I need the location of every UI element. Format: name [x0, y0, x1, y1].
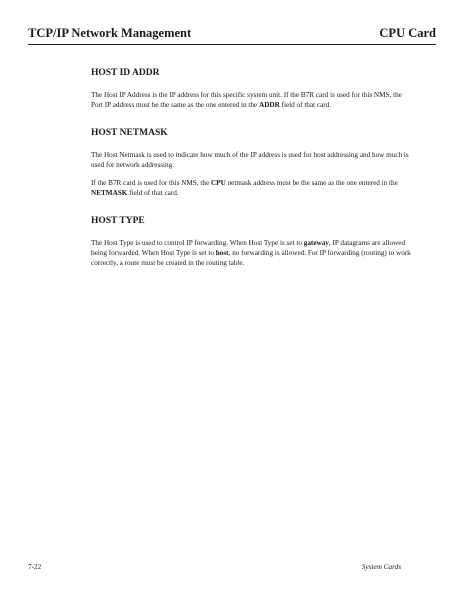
text-run: The Host IP Address is the IP address for this specific system unit. If the B7R card is used for this NMS, the Port IP address must be the same as the one entered in the: [91, 91, 402, 109]
bold-text-run: host: [215, 249, 229, 257]
text-run: If the B7R card is used for this NMS, the: [91, 179, 211, 187]
section-host-id-addr: [91, 68, 411, 110]
text-run: The Host Netmask is used to indicate how much of the IP address is used for host addressing and how much is used for network addressing.: [91, 151, 409, 169]
section-title: HOST NETMASK: [91, 128, 168, 138]
footer-chapter-name: System Cards: [361, 563, 401, 571]
header-section-name: CPU Card: [379, 26, 436, 40]
paragraph: [91, 238, 411, 268]
page-footer: [28, 562, 401, 572]
text-run: The Host Type is used to control IP forwarding. When Host Type is set to: [91, 239, 304, 247]
section-title: HOST TYPE: [91, 216, 145, 226]
section-title: HOST ID ADDR: [91, 68, 160, 78]
paragraph: [91, 178, 411, 198]
text-run: , no forwarding is allowed. For IP forwarding (routing) to work correctly, a route must be created in the routing table.: [91, 249, 411, 267]
text-run: , IP datagrams are allowed being forwarded. When Host Type is set to: [91, 239, 406, 257]
paragraph: [91, 90, 411, 110]
bold-text-run: CPU: [210, 179, 226, 187]
text-run: field of that card.: [127, 189, 179, 197]
paragraph: [91, 150, 411, 170]
bold-text-run: gateway: [303, 239, 329, 247]
page-number: 7-22: [28, 563, 42, 571]
section-host-type: [91, 216, 411, 268]
section-host-netmask: [91, 128, 411, 198]
bold-text-run: NETMASK: [91, 189, 128, 197]
header-title: TCP/IP Network Management: [28, 26, 192, 40]
text-run: field of that card.: [279, 101, 332, 109]
bold-text-run: ADDR: [259, 101, 280, 109]
text-run: netmask address must be the same as the one entered in the: [225, 179, 398, 187]
page-header: [28, 26, 436, 45]
main-content: [91, 68, 411, 286]
